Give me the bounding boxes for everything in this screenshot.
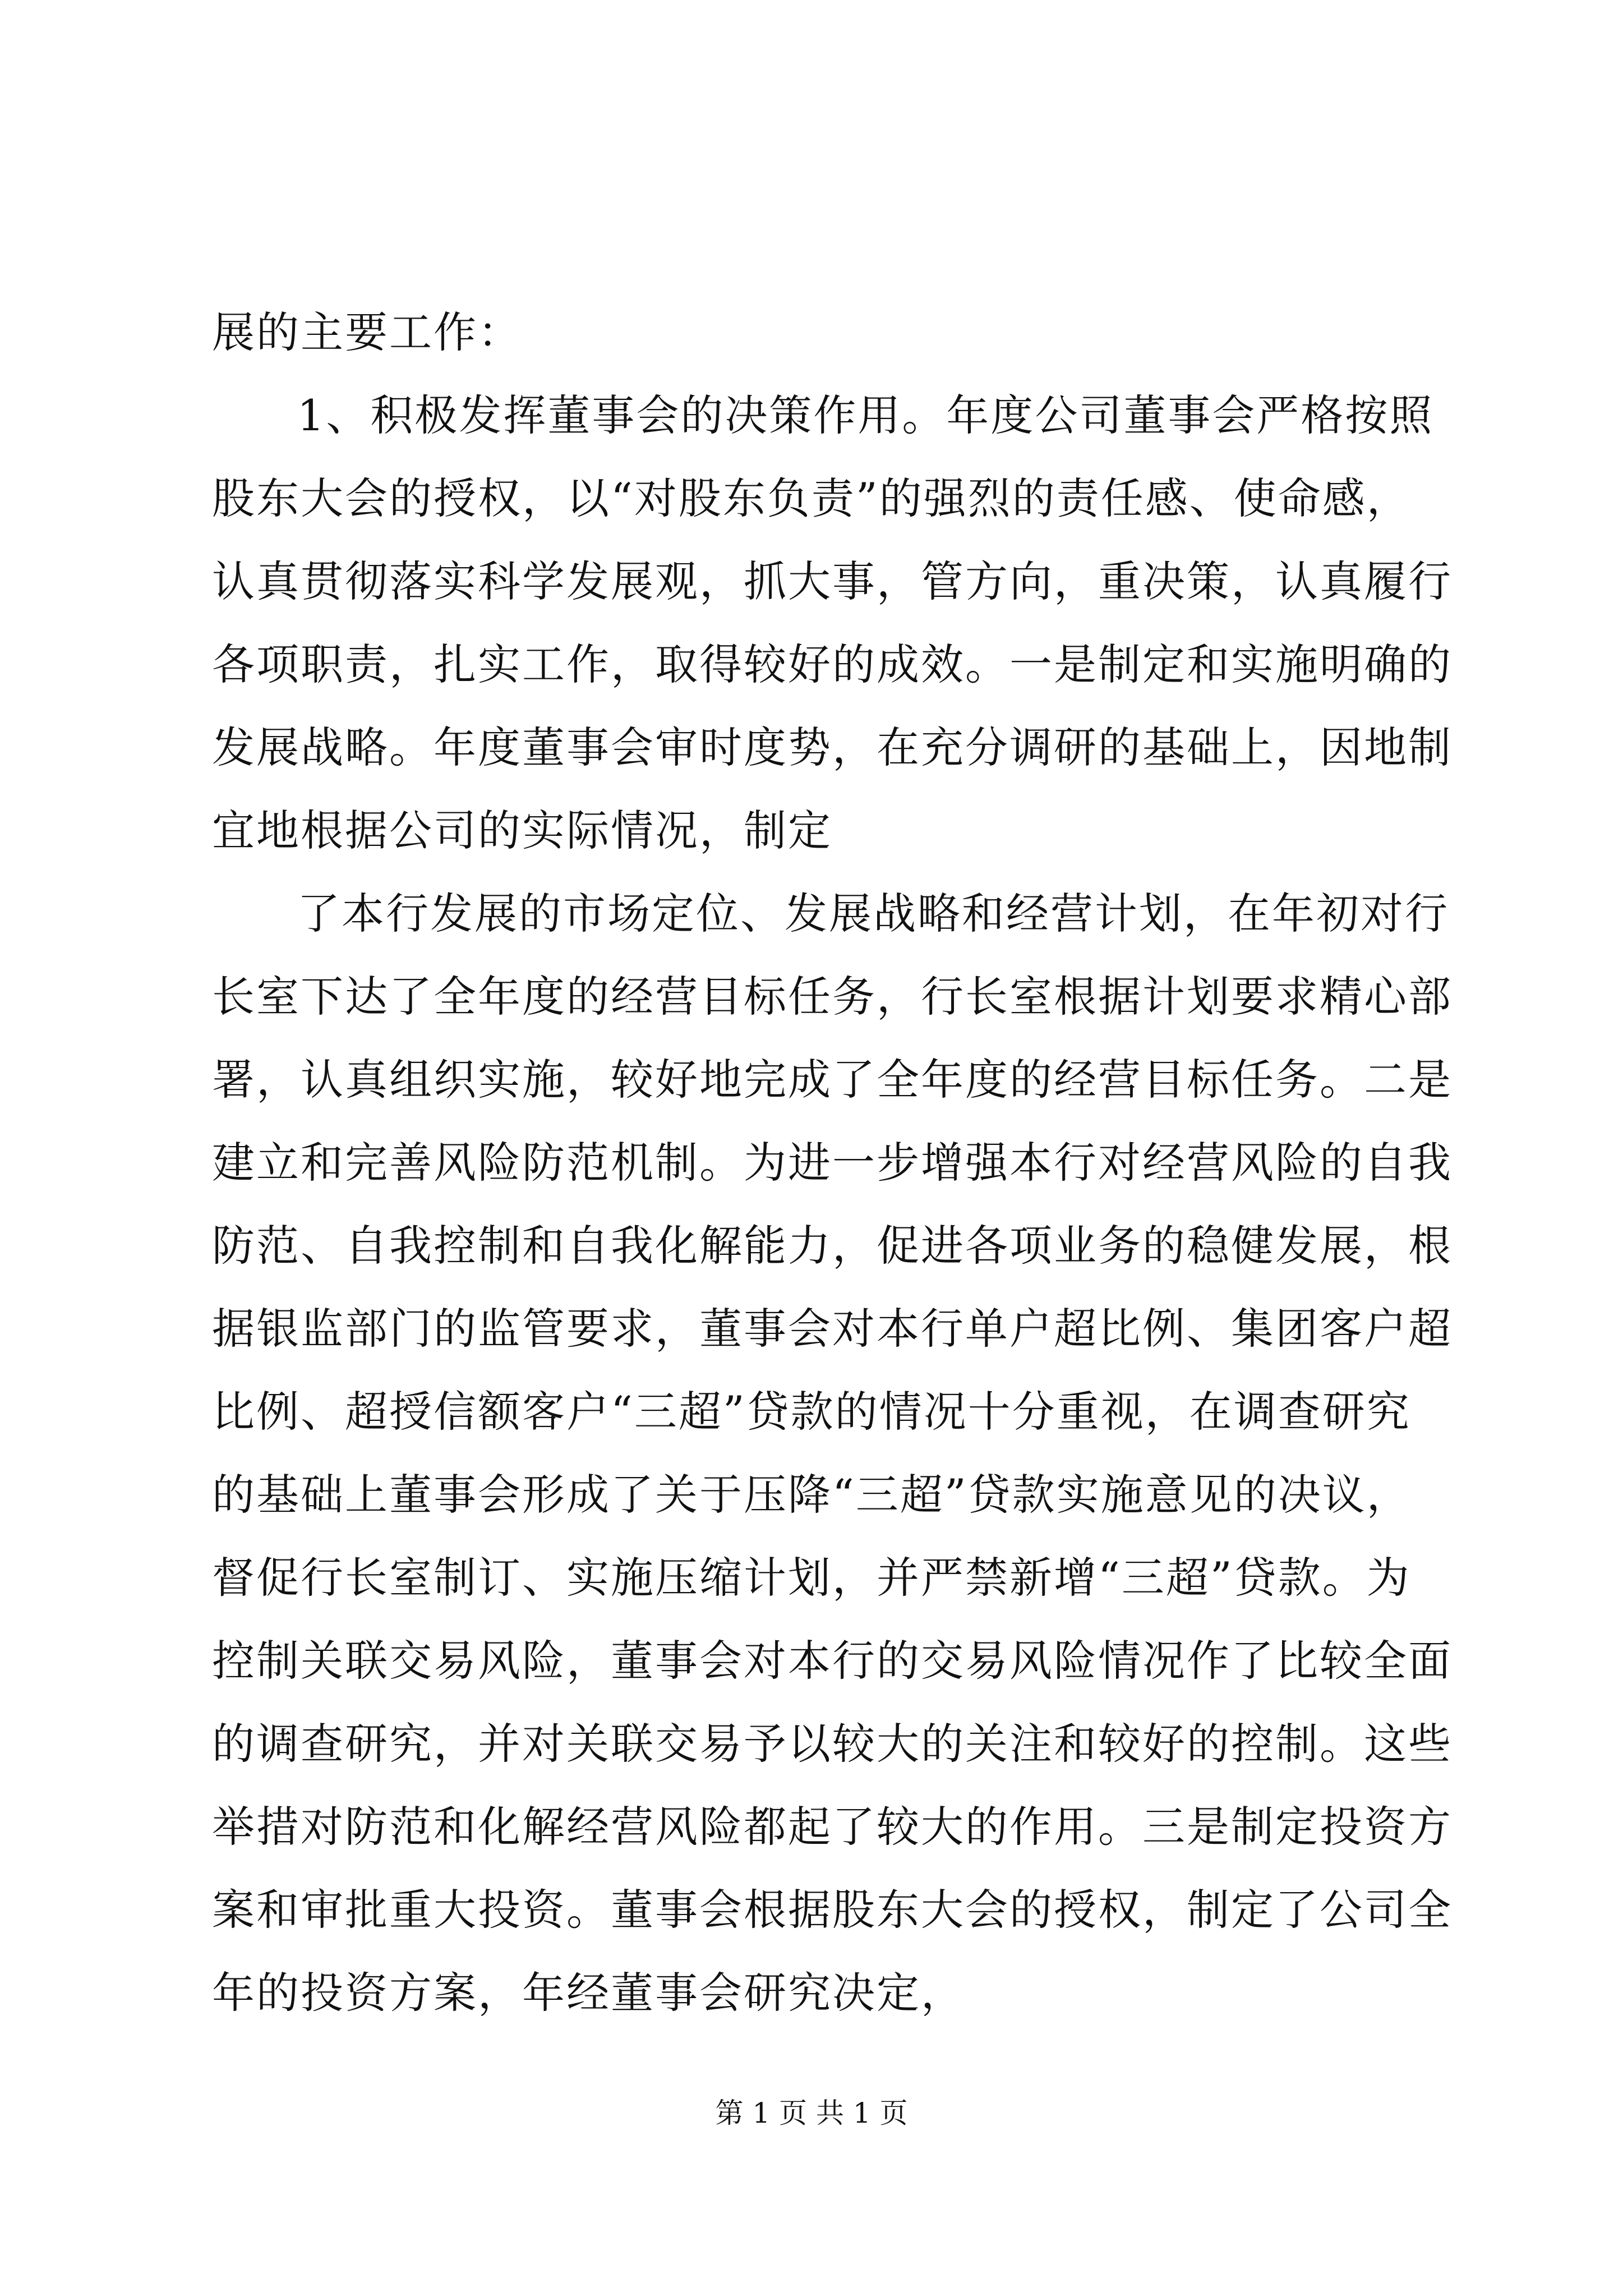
text-line: 比例、超授信额客户“三超”贷款的情况十分重视，在调查研究 <box>212 1387 1411 1437</box>
text-line: 展的主要工作： <box>212 307 522 357</box>
text-line: 控制关联交易风险，董事会对本行的交易风险情况作了比较全面 <box>212 1636 1453 1686</box>
text-line: 署，认真组织实施，较好地完成了全年度的经营目标任务。二是 <box>212 1055 1453 1105</box>
text-line: 举措对防范和化解经营风险都起了较大的作用。三是制定投资方 <box>212 1802 1453 1852</box>
text-line: 认真贯彻落实科学发展观，抓大事，管方向，重决策，认真履行 <box>212 556 1453 606</box>
text-line: 1、积极发挥董事会的决策作用。年度公司董事会严格按照 <box>297 390 1434 440</box>
text-line: 股东大会的授权，以“对股东负责”的强烈的责任感、使命感， <box>212 473 1411 523</box>
text-line: 据银监部门的监管要求，董事会对本行单户超比例、集团客户超 <box>212 1304 1453 1354</box>
text-line: 发展战略。年度董事会审时度势，在充分调研的基础上，因地制 <box>212 723 1453 772</box>
text-line: 长室下达了全年度的经营目标任务，行长室根据计划要求精心部 <box>212 972 1453 1022</box>
text-line: 宜地根据公司的实际情况，制定 <box>212 806 832 855</box>
text-line: 了本行发展的市场定位、发展战略和经营计划，在年初对行 <box>297 889 1449 938</box>
text-line: 防范、自我控制和自我化解能力，促进各项业务的稳健发展，根 <box>212 1221 1453 1271</box>
page-footer: 第 1 页 共 1 页 <box>715 2097 908 2129</box>
text-line: 的基础上董事会形成了关于压降“三超”贷款实施意见的决议， <box>212 1470 1411 1520</box>
text-line: 各项职责，扎实工作，取得较好的成效。一是制定和实施明确的 <box>212 639 1453 689</box>
text-line: 年的投资方案，年经董事会研究决定， <box>212 1968 965 2018</box>
text-line: 建立和完善风险防范机制。为进一步增强本行对经营风险的自我 <box>212 1138 1453 1188</box>
text-line: 督促行长室制订、实施压缩计划，并严禁新增“三超”贷款。为 <box>212 1553 1411 1603</box>
text-line: 的调查研究，并对关联交易予以较大的关注和较好的控制。这些 <box>212 1719 1453 1769</box>
text-line: 案和审批重大投资。董事会根据股东大会的授权，制定了公司全 <box>212 1885 1453 1935</box>
